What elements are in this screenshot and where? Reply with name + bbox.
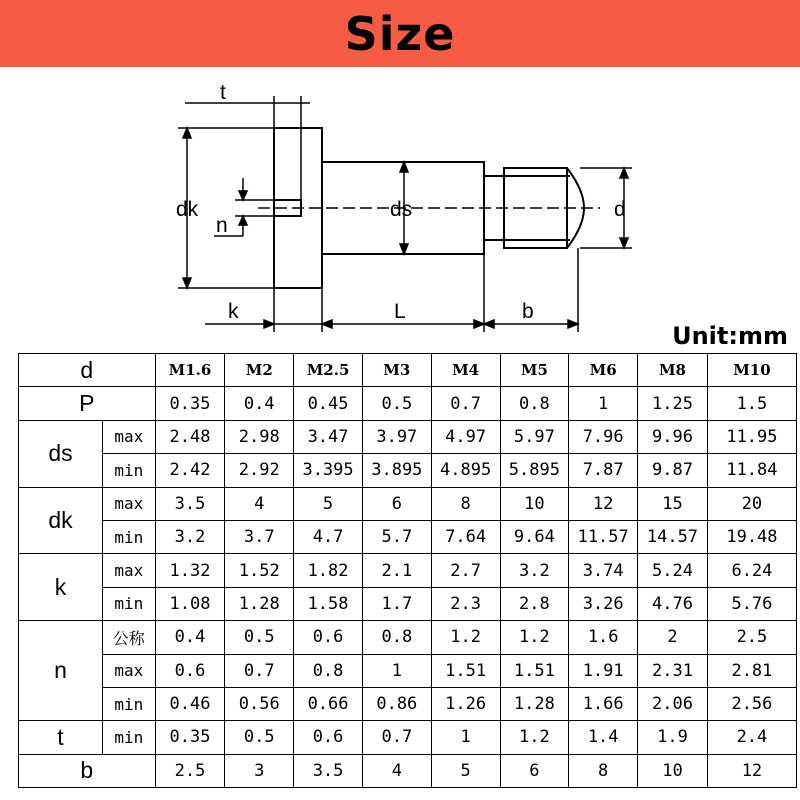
spec-table-body: [19, 354, 797, 788]
value-cell: 2.48: [155, 420, 225, 453]
value-cell: 4.76: [638, 587, 708, 620]
param-label: k: [19, 554, 103, 621]
sub-label: min: [102, 721, 155, 754]
unit-label: Unit:mm: [672, 322, 788, 350]
value-cell: 8: [431, 487, 500, 520]
value-cell: 2.5: [155, 754, 225, 787]
value-cell: 1.52: [225, 554, 294, 587]
sub-label: max: [102, 554, 155, 587]
value-cell: 1.5: [707, 387, 796, 420]
value-cell: 2.81: [707, 654, 796, 687]
value-cell: 3.74: [569, 554, 638, 587]
value-cell: 0.5: [225, 721, 294, 754]
value-cell: 2.06: [638, 687, 708, 720]
value-cell: 1.66: [569, 687, 638, 720]
value-cell: 1.28: [500, 687, 569, 720]
value-cell: 10: [638, 754, 708, 787]
label-L: L: [394, 300, 406, 323]
value-cell: 3: [225, 754, 294, 787]
value-cell: 0.35: [155, 721, 225, 754]
label-b: b: [522, 300, 534, 323]
sub-label: max: [102, 420, 155, 453]
value-cell: 0.8: [500, 387, 569, 420]
value-cell: 0.5: [362, 387, 431, 420]
value-cell: 3.395: [294, 454, 363, 487]
value-cell: 0.56: [225, 687, 294, 720]
value-cell: 1.82: [294, 554, 363, 587]
banner-title: Size: [344, 6, 456, 61]
size-header-cell: M3: [362, 354, 431, 387]
param-label: b: [19, 754, 156, 787]
value-cell: 5.24: [638, 554, 708, 587]
value-cell: 14.57: [638, 520, 708, 553]
value-cell: 3.97: [362, 420, 431, 453]
screw-dimension-drawing: [0, 67, 800, 350]
value-cell: 2: [638, 621, 708, 654]
value-cell: 7.87: [569, 454, 638, 487]
sub-label: 公称: [102, 621, 155, 654]
value-cell: 1.51: [500, 654, 569, 687]
value-cell: 7.64: [431, 520, 500, 553]
value-cell: 1.2: [431, 621, 500, 654]
value-cell: 1.51: [431, 654, 500, 687]
value-cell: 2.56: [707, 687, 796, 720]
value-cell: 0.4: [155, 621, 225, 654]
value-cell: 0.6: [155, 654, 225, 687]
table-row: [19, 721, 797, 754]
value-cell: 0.8: [362, 621, 431, 654]
table-row: [19, 587, 797, 620]
param-label: n: [19, 621, 103, 721]
sub-label: max: [102, 487, 155, 520]
size-header-cell: M1.6: [155, 354, 225, 387]
value-cell: 9.87: [638, 454, 708, 487]
value-cell: 2.4: [707, 721, 796, 754]
value-cell: 4: [225, 487, 294, 520]
value-cell: 6.24: [707, 554, 796, 587]
value-cell: 1.7: [362, 587, 431, 620]
value-cell: 1: [362, 654, 431, 687]
value-cell: 0.4: [225, 387, 294, 420]
value-cell: 0.7: [431, 387, 500, 420]
size-header-cell: M8: [638, 354, 708, 387]
value-cell: 10: [500, 487, 569, 520]
label-k: k: [228, 300, 239, 323]
value-cell: 0.66: [294, 687, 363, 720]
value-cell: 1.9: [638, 721, 708, 754]
value-cell: 0.7: [362, 721, 431, 754]
value-cell: 1.4: [569, 721, 638, 754]
value-cell: 3.7: [225, 520, 294, 553]
value-cell: 4.895: [431, 454, 500, 487]
table-row: [19, 754, 797, 787]
size-spec-table: [18, 353, 797, 788]
label-n: n: [216, 214, 228, 237]
value-cell: 0.46: [155, 687, 225, 720]
sub-label: min: [102, 454, 155, 487]
table-row: [19, 520, 797, 553]
value-cell: 5: [431, 754, 500, 787]
value-cell: 11.84: [707, 454, 796, 487]
value-cell: 0.45: [294, 387, 363, 420]
sub-label: max: [102, 654, 155, 687]
value-cell: 9.64: [500, 520, 569, 553]
value-cell: 1.91: [569, 654, 638, 687]
value-cell: 2.5: [707, 621, 796, 654]
size-header-cell: M2.5: [294, 354, 363, 387]
value-cell: 5.76: [707, 587, 796, 620]
table-row: [19, 420, 797, 453]
table-row: [19, 687, 797, 720]
value-cell: 1.08: [155, 587, 225, 620]
value-cell: 6: [362, 487, 431, 520]
value-cell: 1.25: [638, 387, 708, 420]
value-cell: 0.35: [155, 387, 225, 420]
value-cell: 6: [500, 754, 569, 787]
value-cell: 1.26: [431, 687, 500, 720]
label-ds: ds: [390, 198, 413, 221]
value-cell: 1.2: [500, 721, 569, 754]
table-row: [19, 621, 797, 654]
value-cell: 8: [569, 754, 638, 787]
size-header-cell: M2: [225, 354, 294, 387]
value-cell: 2.98: [225, 420, 294, 453]
table-row: [19, 487, 797, 520]
param-label: t: [19, 721, 103, 754]
value-cell: 1: [431, 721, 500, 754]
sub-label: min: [102, 587, 155, 620]
value-cell: 2.92: [225, 454, 294, 487]
sub-label: min: [102, 520, 155, 553]
value-cell: 9.96: [638, 420, 708, 453]
value-cell: 2.8: [500, 587, 569, 620]
value-cell: 1: [569, 387, 638, 420]
value-cell: 2.42: [155, 454, 225, 487]
value-cell: 5.7: [362, 520, 431, 553]
value-cell: 11.95: [707, 420, 796, 453]
value-cell: 1.32: [155, 554, 225, 587]
value-cell: 19.48: [707, 520, 796, 553]
table-row: [19, 387, 797, 420]
value-cell: 2.1: [362, 554, 431, 587]
table-row: [19, 354, 797, 387]
value-cell: 5.895: [500, 454, 569, 487]
value-cell: 3.5: [155, 487, 225, 520]
value-cell: 0.6: [294, 621, 363, 654]
value-cell: 11.57: [569, 520, 638, 553]
param-label: dk: [19, 487, 103, 554]
value-cell: 20: [707, 487, 796, 520]
value-cell: 12: [707, 754, 796, 787]
size-header-cell: M5: [500, 354, 569, 387]
value-cell: 2.31: [638, 654, 708, 687]
size-header-cell: M4: [431, 354, 500, 387]
label-dk: dk: [176, 198, 199, 221]
param-label: ds: [19, 420, 103, 487]
value-cell: 2.3: [431, 587, 500, 620]
value-cell: 4.7: [294, 520, 363, 553]
value-cell: 4: [362, 754, 431, 787]
value-cell: 3.26: [569, 587, 638, 620]
label-t: t: [220, 81, 226, 104]
value-cell: 5.97: [500, 420, 569, 453]
value-cell: 1.58: [294, 587, 363, 620]
value-cell: 3.895: [362, 454, 431, 487]
value-cell: 3.2: [500, 554, 569, 587]
title-banner: [0, 0, 800, 67]
value-cell: 3.5: [294, 754, 363, 787]
table-row: [19, 454, 797, 487]
size-header-cell: M10: [707, 354, 796, 387]
value-cell: 2.7: [431, 554, 500, 587]
table-row: [19, 654, 797, 687]
value-cell: 0.8: [294, 654, 363, 687]
param-label: P: [19, 387, 156, 420]
sub-label: min: [102, 687, 155, 720]
table-row: [19, 554, 797, 587]
value-cell: 1.28: [225, 587, 294, 620]
value-cell: 0.5: [225, 621, 294, 654]
size-header-cell: M6: [569, 354, 638, 387]
value-cell: 3.47: [294, 420, 363, 453]
value-cell: 5: [294, 487, 363, 520]
value-cell: 1.6: [569, 621, 638, 654]
param-label: d: [19, 354, 156, 387]
value-cell: 1.2: [500, 621, 569, 654]
value-cell: 0.6: [294, 721, 363, 754]
value-cell: 0.7: [225, 654, 294, 687]
value-cell: 7.96: [569, 420, 638, 453]
value-cell: 12: [569, 487, 638, 520]
value-cell: 3.2: [155, 520, 225, 553]
value-cell: 0.86: [362, 687, 431, 720]
value-cell: 15: [638, 487, 708, 520]
value-cell: 4.97: [431, 420, 500, 453]
label-d: d: [614, 198, 626, 221]
